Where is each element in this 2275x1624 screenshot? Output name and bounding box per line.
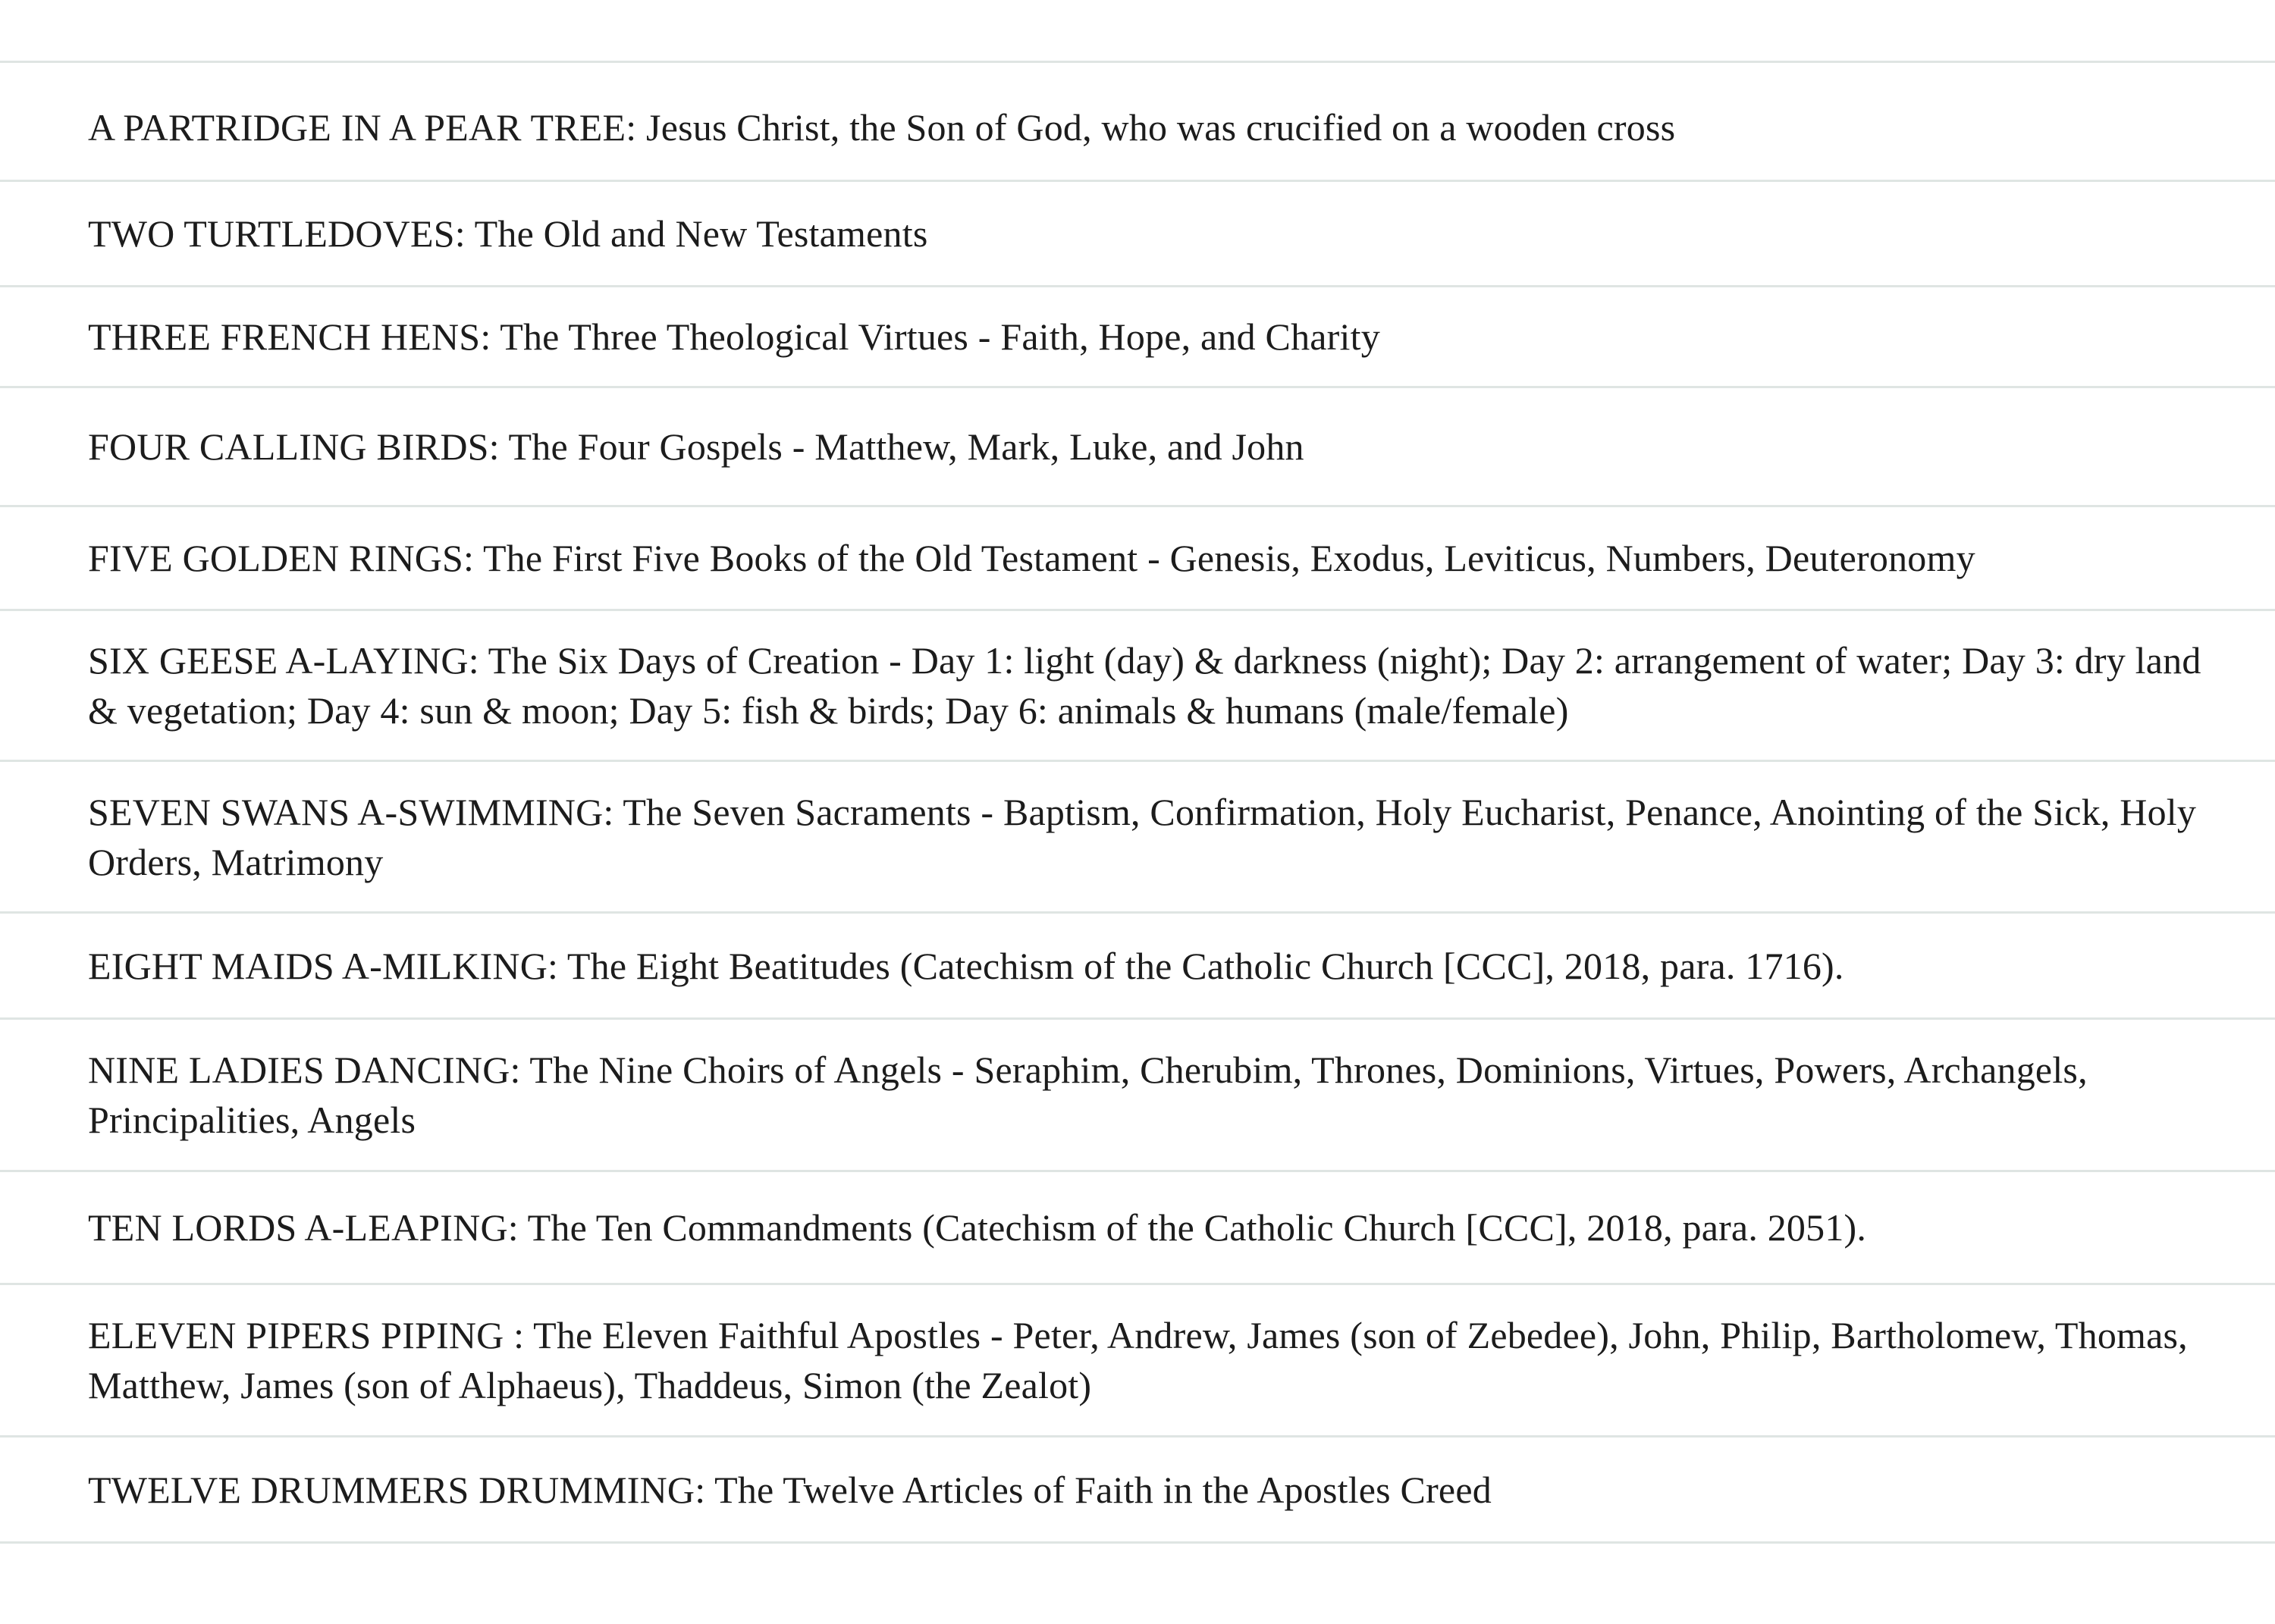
table-row xyxy=(0,762,2275,914)
row-text: NINE LADIES DANCING: The Nine Choirs of Angels - Seraphim, Cherubim, Thrones, Dominions, Virtues, Powers, Archangels, Principalities, Angels xyxy=(88,1049,2088,1141)
table-row xyxy=(0,1172,2275,1285)
row-text: TEN LORDS A-LEAPING: The Ten Commandments (Catechism of the Catholic Church [CCC], 2018, para. 2051). xyxy=(88,1206,1867,1249)
table-row xyxy=(0,287,2275,388)
table-row xyxy=(0,611,2275,762)
table-row xyxy=(0,1437,2275,1544)
row-text: SEVEN SWANS A-SWIMMING: The Seven Sacraments - Baptism, Confirmation, Holy Eucharist, Penance, Anointing of the Sick, Holy Orders, Matrimony xyxy=(88,790,2197,883)
table-row xyxy=(0,63,2275,182)
row-text: SIX GEESE A-LAYING: The Six Days of Creation - Day 1: light (day) & darkness (night); Day 2: arrangement of water; Day 3: dry land & vegetation; Day 4: sun & moon; Day 5: fish & birds; Day 6: animals & humans (male/female) xyxy=(88,639,2201,732)
table-row xyxy=(0,388,2275,507)
row-text: TWO TURTLEDOVES: The Old and New Testaments xyxy=(88,212,928,255)
table-row xyxy=(0,507,2275,611)
table-row xyxy=(0,1020,2275,1172)
table-row xyxy=(0,182,2275,287)
table-row xyxy=(0,1285,2275,1437)
row-text: A PARTRIDGE IN A PEAR TREE: Jesus Christ, the Son of God, who was crucified on a wooden cross xyxy=(88,106,1676,149)
row-text: EIGHT MAIDS A-MILKING: The Eight Beatitudes (Catechism of the Catholic Church [CCC], 2018, para. 1716). xyxy=(88,944,1844,987)
row-text: FOUR CALLING BIRDS: The Four Gospels - Matthew, Mark, Luke, and John xyxy=(88,425,1304,468)
row-text: ELEVEN PIPERS PIPING : The Eleven Faithful Apostles - Peter, Andrew, James (son of Zebedee), John, Philip, Bartholomew, Thomas, Matthew, James (son of Alphaeus), Thaddeus, Simon (the Zealot) xyxy=(88,1314,2188,1406)
table-row xyxy=(0,914,2275,1020)
twelve-days-table xyxy=(0,61,2275,1544)
row-text: THREE FRENCH HENS: The Three Theological Virtues - Faith, Hope, and Charity xyxy=(88,315,1380,358)
row-text: FIVE GOLDEN RINGS: The First Five Books of the Old Testament - Genesis, Exodus, Leviticus, Numbers, Deuteronomy xyxy=(88,537,1975,579)
row-text: TWELVE DRUMMERS DRUMMING: The Twelve Articles of Faith in the Apostles Creed xyxy=(88,1468,1492,1511)
